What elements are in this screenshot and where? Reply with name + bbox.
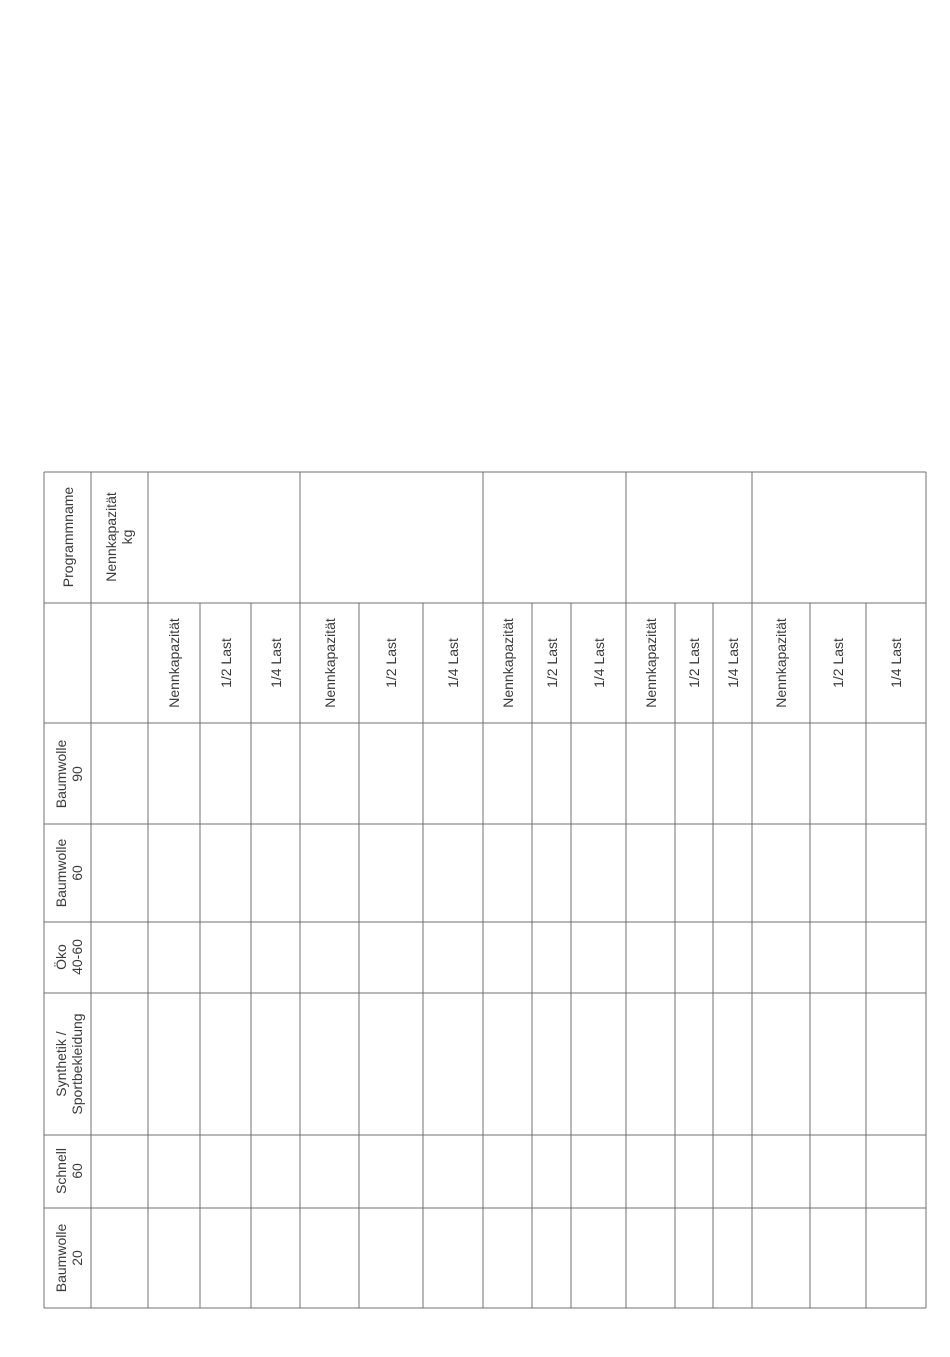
program-row-label — [53, 1013, 85, 1114]
load-column-label: Nennkapazität — [642, 618, 659, 708]
load-column-label: Nennkapazität — [321, 618, 338, 708]
program-name-line: Baumwolle — [52, 838, 69, 908]
load-column-label: 1/4 Last — [724, 638, 741, 688]
program-name-line: Synthetik / — [52, 1031, 69, 1097]
load-column-label: 1/4 Last — [590, 638, 607, 688]
program-temperature-line: Sportbekleidung — [68, 1013, 85, 1115]
load-column-label: 1/4 Last — [267, 638, 284, 688]
capacity-header-label: Nennkapazität — [103, 492, 119, 582]
program-name-line: Baumwolle — [52, 739, 69, 809]
program-name-line: Schnell — [52, 1148, 69, 1194]
load-column-label: Nennkapazität — [773, 618, 789, 708]
program-temperature-line: 90 — [68, 766, 85, 782]
program-name-line: Öko — [52, 944, 69, 970]
program-row-label — [53, 939, 85, 975]
load-column-label: Nennkapazität — [166, 618, 182, 708]
program-name-line: Baumwolle — [52, 1223, 69, 1293]
load-column-label: 1/2 Last — [830, 638, 846, 688]
program-name-header: Programmname — [60, 486, 76, 588]
load-column-label: 1/4 Last — [888, 638, 904, 688]
load-column-label: 1/2 Last — [686, 638, 702, 688]
load-column-label: 1/2 Last — [543, 638, 560, 688]
load-column-label: 1/4 Last — [445, 638, 461, 688]
program-temperature-line: 20 — [68, 1250, 85, 1266]
program-temperature-line: 60 — [68, 1163, 85, 1179]
load-column-label: 1/2 Last — [217, 638, 234, 688]
program-row-label — [53, 1224, 85, 1292]
program-row-label — [53, 1148, 85, 1194]
program-temperature-line: 60 — [68, 865, 85, 881]
load-column-label: Nennkapazität — [499, 618, 516, 708]
load-column-label: 1/2 Last — [383, 638, 399, 688]
program-row-label — [53, 839, 85, 907]
program-temperature-line: 40-60 — [68, 939, 85, 975]
program-row-label — [53, 740, 85, 808]
capacity-header-unit: kg — [119, 529, 135, 545]
capacity-header — [103, 492, 135, 582]
